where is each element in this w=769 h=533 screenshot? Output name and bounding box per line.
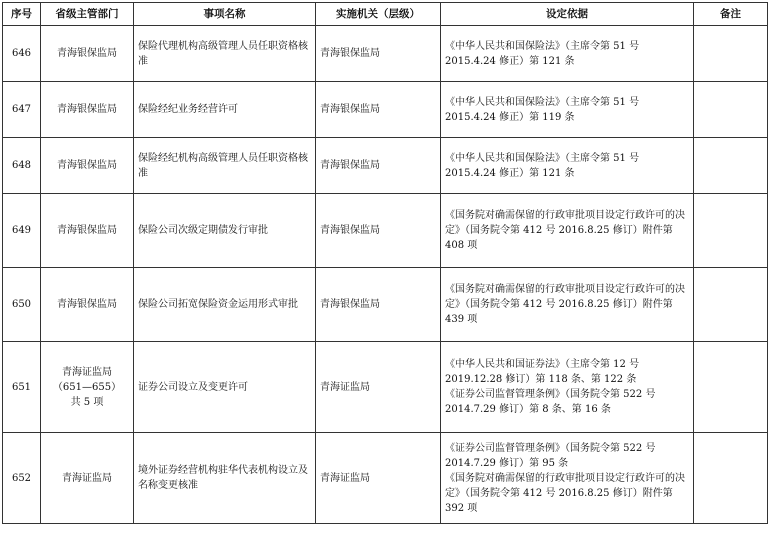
table-row — [3, 433, 768, 524]
cell-basis — [441, 342, 694, 433]
cell-no: 649 — [3, 194, 41, 268]
basis-line: 《国务院对确需保留的行政审批项目设定行政许可的决定》（国务院令第 412 号 2016.8.25 修订）附件第 408 项 — [445, 210, 685, 251]
cell-no: 648 — [3, 138, 41, 194]
header-note: 备注 — [694, 3, 768, 26]
cell-no: 647 — [3, 82, 41, 138]
cell-item: 保险经纪机构高级管理人员任职资格核准 — [134, 138, 316, 194]
cell-note — [694, 26, 768, 82]
header-row — [3, 3, 768, 26]
cell-dept — [41, 194, 134, 268]
cell-no: 650 — [3, 268, 41, 342]
cell-no: 651 — [3, 342, 41, 433]
dept-line: 共 5 项 — [70, 396, 104, 408]
cell-dept — [41, 26, 134, 82]
basis-line: 《中华人民共和国保险法》（主席令第 51 号 2015.4.24 修正）第 119 条 — [445, 96, 640, 123]
cell-no: 652 — [3, 433, 41, 524]
cell-org: 青海银保监局 — [316, 138, 441, 194]
header-org: 实施机关（层级） — [316, 3, 441, 26]
cell-note — [694, 194, 768, 268]
cell-org: 青海银保监局 — [316, 26, 441, 82]
cell-basis — [441, 433, 694, 524]
cell-dept — [41, 433, 134, 524]
cell-item: 保险代理机构高级管理人员任职资格核准 — [134, 26, 316, 82]
table-row — [3, 194, 768, 268]
cell-org: 青海证监局 — [316, 433, 441, 524]
cell-org: 青海银保监局 — [316, 268, 441, 342]
dept-line: 青海银保监局 — [57, 48, 117, 59]
cell-dept — [41, 82, 134, 138]
table-row — [3, 268, 768, 342]
cell-no: 646 — [3, 26, 41, 82]
cell-item: 保险经纪业务经营许可 — [134, 82, 316, 138]
cell-org: 青海银保监局 — [316, 194, 441, 268]
cell-note — [694, 342, 768, 433]
table-row — [3, 138, 768, 194]
table-row — [3, 26, 768, 82]
dept-line: 青海银保监局 — [57, 160, 117, 171]
cell-org: 青海证监局 — [316, 342, 441, 433]
cell-dept — [41, 342, 134, 433]
basis-line: 《证券公司监督管理条例》（国务院令第 522 号 2014.7.29 修订）第 8 条、第 16 条 — [445, 389, 656, 415]
table-row — [3, 82, 768, 138]
dept-line: 青海证监局 — [62, 366, 112, 378]
cell-note — [694, 268, 768, 342]
basis-line: 《国务院对确需保留的行政审批项目设定行政许可的决定》（国务院令第 412 号 2016.8.25 修订）附件第 392 项 — [445, 472, 685, 514]
header-item: 事项名称 — [134, 3, 316, 26]
dept-line: 青海银保监局 — [57, 225, 117, 236]
cell-org: 青海银保监局 — [316, 82, 441, 138]
basis-line: 《证券公司监督管理条例》（国务院令第 522 号 2014.7.29 修订）第 95 条 — [445, 442, 656, 469]
cell-basis — [441, 194, 694, 268]
policy-table — [2, 2, 768, 524]
cell-dept — [41, 268, 134, 342]
dept-line: 青海银保监局 — [57, 104, 117, 115]
cell-item: 保险公司次级定期债发行审批 — [134, 194, 316, 268]
header-no: 序号 — [3, 3, 41, 26]
dept-line: 青海银保监局 — [57, 299, 117, 310]
cell-item: 证券公司设立及变更许可 — [134, 342, 316, 433]
cell-basis — [441, 26, 694, 82]
cell-basis — [441, 268, 694, 342]
table-row — [3, 342, 768, 433]
basis-line: 《国务院对确需保留的行政审批项目设定行政许可的决定》（国务院令第 412 号 2016.8.25 修订）附件第 439 项 — [445, 284, 685, 325]
cell-note — [694, 82, 768, 138]
basis-line: 《中华人民共和国保险法》（主席令第 51 号 2015.4.24 修正）第 121 条 — [445, 40, 640, 67]
basis-line: 《中华人民共和国证券法》（主席令第 12 号 2019.12.28 修订）第 118 条、第 122 条 — [445, 359, 640, 385]
header-basis: 设定依据 — [441, 3, 694, 26]
dept-line: （651—655） — [52, 381, 122, 393]
cell-note — [694, 138, 768, 194]
cell-note — [694, 433, 768, 524]
dept-line: 青海证监局 — [62, 472, 112, 484]
header-dept: 省级主管部门 — [41, 3, 134, 26]
cell-basis — [441, 138, 694, 194]
cell-item: 保险公司拓宽保险资金运用形式审批 — [134, 268, 316, 342]
cell-item: 境外证券经营机构驻华代表机构设立及名称变更核准 — [134, 433, 316, 524]
basis-line: 《中华人民共和国保险法》（主席令第 51 号 2015.4.24 修正）第 121 条 — [445, 152, 640, 179]
cell-basis — [441, 82, 694, 138]
cell-dept — [41, 138, 134, 194]
